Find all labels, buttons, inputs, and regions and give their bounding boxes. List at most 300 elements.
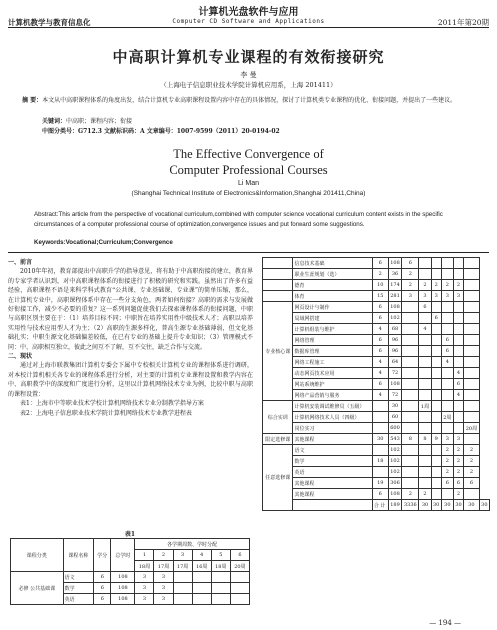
page-number: — 194 — (429, 619, 461, 627)
table-row (263, 280, 490, 291)
t2-cell (431, 368, 441, 379)
t2-cell: 4 (372, 324, 388, 335)
t2-cell (431, 258, 441, 269)
table-row (263, 258, 490, 269)
t2-cell (419, 412, 431, 423)
table-row (263, 269, 490, 280)
t2-cell: 3 (453, 291, 463, 302)
table-row (11, 572, 250, 583)
t1-weeks: 16周 (192, 561, 211, 572)
table1 (10, 538, 250, 605)
t2-group: 限定选修课 (263, 434, 293, 445)
t2-cell (464, 368, 480, 379)
t1-header-hours: 总学时 (111, 539, 135, 572)
t1-sem: 5 (211, 550, 230, 561)
t2-cell: 3 (441, 434, 453, 445)
header-journal-en: Computer CD Software and Applications (172, 18, 325, 25)
t2-cell: 6 (431, 313, 441, 324)
t2-cell (464, 412, 480, 423)
t2-cell: 20周 (464, 423, 480, 434)
t1-header-semesters: 各学期周数、学时分配 (135, 539, 250, 550)
t2-cell (431, 401, 441, 412)
t2-cell: 68 (388, 324, 402, 335)
t1-cell (230, 583, 249, 594)
t2-cell (453, 335, 463, 346)
body-column (8, 258, 253, 418)
t2-cell (441, 401, 453, 412)
t2-group-cell (263, 291, 293, 302)
t2-cell (431, 456, 441, 467)
t2-cell: 合 计 (372, 500, 388, 511)
classification: 中图分类号：G712.3 文献标识码：A 文章编号：1007-9599（2011）20-0194-02 (42, 128, 280, 135)
t2-cell: 8 (419, 434, 431, 445)
t2-cell: 6 (441, 335, 453, 346)
t2-cell: 6 (402, 258, 419, 269)
t2-cell (402, 335, 419, 346)
t1-cell: 3 (135, 572, 154, 583)
t2-cell (431, 302, 441, 313)
t2-cell: 6 (372, 346, 388, 357)
abstract-label: 摘 要： (22, 97, 43, 104)
t2-cell: 15 (372, 291, 388, 302)
table-row (263, 500, 490, 511)
t2-cell (402, 390, 419, 401)
t2-cell (419, 357, 431, 368)
t2-cell (419, 478, 431, 489)
t2-group: 任意选修课 (263, 445, 293, 511)
t2-cell: 2 (431, 280, 441, 291)
t2-cell (372, 467, 388, 478)
t2-cell: 4 (453, 368, 463, 379)
t2-cell: 3 (402, 291, 419, 302)
paragraph-table1-caption: 表1：上海市中等职业技术学校计算机网络技术专业分制教学指导方案 (20, 400, 204, 408)
t2-cell: 108 (388, 379, 402, 390)
t1-header-credit: 学分 (94, 539, 111, 572)
t2-cell: 2 (402, 269, 419, 280)
table-row (263, 346, 490, 357)
table-row (263, 302, 490, 313)
t2-cell (441, 313, 453, 324)
t2-cell (402, 478, 419, 489)
t2-cell (453, 313, 463, 324)
t2-group-cell (263, 258, 293, 269)
t2-cell (464, 489, 480, 500)
t2-cell (402, 357, 419, 368)
t2-cell: 英语 (293, 467, 372, 478)
t2-cell: 数学 (293, 456, 372, 467)
keywords-cn-text: 中高职；课程内容；衔接 (66, 118, 133, 125)
t2-cell (431, 423, 441, 434)
section-rule (8, 252, 489, 253)
t2-cell: 2 (419, 489, 431, 500)
t2-cell: 72 (388, 368, 402, 379)
t2-cell (453, 324, 463, 335)
t2-cell: 4 (441, 357, 453, 368)
t2-cell (431, 478, 441, 489)
t2-cell: 30 (479, 500, 489, 511)
t2-cell (402, 368, 419, 379)
t2-cell: 2周 (441, 412, 453, 423)
t2-cell: 其他课程 (293, 478, 372, 489)
t2-cell (441, 390, 453, 401)
t2-cell (441, 302, 453, 313)
t1-cell: 108 (111, 594, 135, 605)
t2-cell (464, 258, 480, 269)
t2-cell: 网络产品营销与服务 (293, 390, 372, 401)
table-row (263, 390, 490, 401)
t2-cell: 6 (372, 489, 388, 500)
keywords-cn (42, 116, 132, 125)
t2-cell: 6 (441, 346, 453, 357)
t2-cell: 108 (388, 258, 402, 269)
t2-cell: 网络工程施工 (293, 357, 372, 368)
t2-cell (453, 346, 463, 357)
t2-cell: 6 (464, 478, 480, 489)
t2-cell (431, 489, 441, 500)
t2-cell (372, 445, 388, 456)
t2-cell (431, 357, 441, 368)
t1-weeks: 17周 (173, 561, 192, 572)
table-row (263, 445, 490, 456)
t2-cell: 6 (372, 379, 388, 390)
affiliation-en: (Shanghai Technical Institute of Electronics&Information,Shanghai 201411,China) (131, 190, 366, 197)
t2-cell: 2 (464, 456, 480, 467)
t2-cell (419, 423, 431, 434)
t2-cell (419, 467, 431, 478)
t2-cell: 4 (453, 390, 463, 401)
t2-cell: 2 (464, 445, 480, 456)
table-row (263, 357, 490, 368)
t1-cell: 3 (154, 594, 173, 605)
t1-cell: 108 (111, 572, 135, 583)
paragraph-status: 通过对上海市联教集团计算机专委会下属中专校相关计算机专业的课程体系进行调研，对本校计算机相关各专业的课程体系进行分析，对主要的计算机专业课程设置和教学内容在中、高职教学中的深度和广度进行分析，这里以计算机网络技术专业为例，比较中职与高职的课程设置： (8, 362, 253, 398)
t1-cell: 3 (135, 594, 154, 605)
t2-cell: 3336 (402, 500, 419, 511)
t1-cell: 语文 (63, 572, 94, 583)
t2-cell: 102 (388, 313, 402, 324)
t2-cell (419, 379, 431, 390)
t2-cell: 计算机组装与维护 (293, 324, 372, 335)
t2-cell: 2 (453, 456, 463, 467)
t2-cell (402, 379, 419, 390)
t2-cell: 174 (388, 280, 402, 291)
t1-header-category: 课程分类 (11, 539, 64, 572)
t1-weeks: 17周 (154, 561, 173, 572)
t2-cell: 2 (453, 280, 463, 291)
t2-cell: 计算机网络技术人员（四级） (293, 412, 372, 423)
t1-cell: 数学 (63, 583, 94, 594)
t2-cell (441, 324, 453, 335)
t1-cell: 3 (135, 583, 154, 594)
t1-cell (230, 594, 249, 605)
table-row (263, 434, 490, 445)
table-row (263, 423, 490, 434)
t2-cell (431, 390, 441, 401)
t2-cell (464, 302, 480, 313)
t2-cell: 数据库管理 (293, 346, 372, 357)
t2-cell: 6 (372, 258, 388, 269)
t2-cell (419, 335, 431, 346)
t2-cell: 3 (419, 291, 431, 302)
t2-cell: 60 (388, 412, 402, 423)
t2-cell (431, 467, 441, 478)
t1-cell (173, 583, 192, 594)
t1-sem: 6 (230, 550, 249, 561)
t2-cell (453, 302, 463, 313)
t2-cell (464, 269, 480, 280)
t1-cell (192, 572, 211, 583)
t2-cell (431, 346, 441, 357)
t2-cell: 2 (453, 467, 463, 478)
t2-cell: 6 (372, 335, 388, 346)
section-heading-intro: 一、前言 (8, 259, 33, 266)
abstract-cn (22, 96, 477, 106)
t2-cell (453, 423, 463, 434)
t2-cell: 8 (402, 434, 419, 445)
t2-cell (464, 346, 480, 357)
t2-cell: 网页设计与制作 (293, 302, 372, 313)
t2-cell (431, 412, 441, 423)
t2-cell (464, 434, 480, 445)
table-row (263, 467, 490, 478)
section-heading-status: 二、现状 (8, 353, 33, 361)
t1-cell: 3 (154, 583, 173, 594)
t2-cell (453, 269, 463, 280)
t2-cell (464, 357, 480, 368)
table-row (263, 456, 490, 467)
t2-cell (419, 368, 431, 379)
t2-cell: 3 (431, 291, 441, 302)
t2-cell: 计算机安装调试维修员（五级） (293, 401, 372, 412)
header-rule (8, 27, 489, 28)
t2-cell: 10 (372, 280, 388, 291)
t2-cell: 306 (388, 478, 402, 489)
t2-cell: 30 (431, 500, 441, 511)
t2-cell: 2 (441, 467, 453, 478)
t2-cell: 189 (388, 500, 402, 511)
t2-cell: 102 (388, 445, 402, 456)
t2-cell (402, 467, 419, 478)
t2-cell (441, 269, 453, 280)
t2-cell: 体育 (293, 291, 372, 302)
affiliation-cn: （上海电子信息职业技术学院计算机应用系，上海 201411） (160, 81, 337, 89)
table1-title: 表1 (124, 531, 136, 538)
table-row (263, 335, 490, 346)
t1-group: 必修 公共基础课 (11, 572, 64, 605)
t2-group-cell (263, 280, 293, 291)
t1-cell (173, 594, 192, 605)
t2-cell: 其他课程 (293, 434, 372, 445)
table-row (263, 379, 490, 390)
t1-cell: 108 (111, 583, 135, 594)
t1-sem: 3 (173, 550, 192, 561)
t2-cell: 信息技术基础 (293, 258, 372, 269)
t1-weeks: 18周 (211, 561, 230, 572)
table-row (263, 412, 490, 423)
t2-cell (419, 456, 431, 467)
t1-cell (173, 572, 192, 583)
t2-cell (402, 423, 419, 434)
header-issue: 2011年第20期 (437, 18, 489, 27)
title-en-line2: Computer Professional Courses (169, 163, 328, 177)
t2-cell (464, 390, 480, 401)
paragraph-table2-caption: 表2：上海电子信息职业技术学院计算机网络技术专业教学进程表 (20, 409, 192, 417)
t2-cell: 4 (372, 357, 388, 368)
t2-cell: 600 (388, 423, 402, 434)
t2-cell: 职业生涯规划（选） (293, 269, 372, 280)
t2-cell (464, 324, 480, 335)
table-row (263, 324, 490, 335)
header-section: 计算机教学与教育信息化 (8, 18, 91, 27)
title-en (0, 146, 497, 178)
t2-cell: 2 (441, 445, 453, 456)
t2-cell: 1周 (419, 401, 431, 412)
t1-cell: 6 (94, 583, 111, 594)
t2-cell: 6 (372, 313, 388, 324)
t2-group-cell (293, 500, 372, 511)
paragraph-intro: 2010年年初，教育部提出中高职升学的指导意见，将有助于中高职衔接的建立，教育界的专家学者认识到，对中高职课程体系的衔接进行了积极的研究和实践。虽然出了许多有益经验，高职课程不语是来科学科式教育“公共课、专业基础课、专业课”的简单压缩，那么，在计算机专业中，高职课程体系中存在一些分支角色，两者如何衔接？高职的需求与发展做好衔接工作，减少不必要的重复？这一系列问题促使我们去探索课程体系的衔接问题，中职与高职区别主要在于：（1）培养目标不同；中职旨在培养实用性中级技术人才；高职以培养实用性与技术应用型人才为主；（2）高职的生源多样化，普高生源专业基础薄弱，但文化基础扎实；中职生源文化基础偏差较低，在已有专业的基础上提升专业知识；（3）管理模式不同：中、高职相互独立，彼此之间互不了解，互不交往，缺乏合作与交流。 (8, 268, 253, 351)
t2-cell (431, 324, 441, 335)
t1-cell (211, 572, 230, 583)
t2-cell: 4 (372, 390, 388, 401)
t2-cell (372, 412, 388, 423)
t1-cell (211, 583, 230, 594)
t2-cell: 30 (464, 500, 480, 511)
t2-cell (464, 313, 480, 324)
t2-group: 综合实训 (263, 401, 293, 434)
t2-cell (464, 379, 480, 390)
t2-cell (464, 335, 480, 346)
t2-cell (372, 401, 388, 412)
t2-cell: 2 (441, 456, 453, 467)
t2-cell: 72 (388, 390, 402, 401)
t2-group: 专业核心课 (263, 302, 293, 401)
t1-cell: 3 (154, 572, 173, 583)
t2-cell (402, 346, 419, 357)
t2-cell: 102 (388, 456, 402, 467)
t2-cell (419, 269, 431, 280)
t2-cell: 108 (388, 489, 402, 500)
t2-cell: 96 (388, 346, 402, 357)
table-row (263, 291, 490, 302)
t2-cell: 4 (419, 324, 431, 335)
t2-cell: 6 (441, 478, 453, 489)
t1-cell: 6 (94, 572, 111, 583)
t2-cell: 6 (372, 302, 388, 313)
t1-cell: 6 (94, 594, 111, 605)
t2-cell (464, 291, 480, 302)
t2-group-cell (263, 269, 293, 280)
t2-cell: 2 (441, 280, 453, 291)
t1-cell (192, 583, 211, 594)
t2-cell: 语文 (293, 445, 372, 456)
t2-cell (464, 401, 480, 412)
t2-cell: 3 (441, 291, 453, 302)
t2-cell: 64 (388, 357, 402, 368)
t2-cell (402, 445, 419, 456)
t1-cell: 英语 (63, 594, 94, 605)
table-row (263, 478, 490, 489)
t2-cell: 2 (453, 445, 463, 456)
t2-cell (441, 423, 453, 434)
t2-cell (372, 423, 388, 434)
t2-cell: 6 (419, 302, 431, 313)
t2-cell: 9 (431, 434, 441, 445)
t2-cell: 6 (453, 379, 463, 390)
t2-cell: 动态网页技术应用 (293, 368, 372, 379)
t2-cell: 2 (372, 269, 388, 280)
t2-cell: 30 (419, 500, 431, 511)
t1-sem: 4 (192, 550, 211, 561)
keywords-label: 关键词： (42, 118, 67, 125)
t1-cell (192, 594, 211, 605)
t2-cell: 局域网搭建 (293, 313, 372, 324)
t2-cell: 30 (372, 434, 388, 445)
t2-cell (464, 280, 480, 291)
t2-cell (431, 445, 441, 456)
t2-cell: 30 (388, 401, 402, 412)
t2-cell: 2 (402, 280, 419, 291)
table-row (263, 401, 490, 412)
t2-cell: 543 (388, 434, 402, 445)
abstract-cn-text: 本文从中高职课程体系的角度出发，结合计算机专业高职课程设置内容中存在的具体情况，探讨了计算机类专业课程的优化、衔接问题，并提出了一些建议。 (42, 97, 457, 104)
t1-sem: 2 (154, 550, 173, 561)
t2-cell (441, 368, 453, 379)
t2-cell: 2 (419, 280, 431, 291)
abstract-en: Abstract:This article from the perspective of vocational curriculum,combined with computer science vocational curriculum content exists in the specific circumstances of a computer professional course of optimization,convergence issues and put forward some suggestions. (34, 211, 443, 228)
t2-cell: 30 (453, 500, 463, 511)
t2-cell (419, 445, 431, 456)
t2-cell (441, 258, 453, 269)
t2-cell: 281 (388, 291, 402, 302)
t2-cell (453, 258, 463, 269)
t2-cell (453, 357, 463, 368)
t2-cell (431, 379, 441, 390)
table-row (263, 489, 490, 500)
t2-cell (419, 390, 431, 401)
t2-cell: 网站系统维护 (293, 379, 372, 390)
t2-cell: 4 (372, 368, 388, 379)
title-cn: 中高职计算机专业课程的有效衔接研究 (112, 48, 385, 66)
t1-sem: 1 (135, 550, 154, 561)
t2-cell (402, 456, 419, 467)
t2-cell (441, 379, 453, 390)
t2-cell: 岗位实习 (293, 423, 372, 434)
keywords-en: Keywords:Vocational;Curriculum;Convergence (34, 239, 173, 246)
t2-cell: 18 (372, 456, 388, 467)
t2-cell (431, 269, 441, 280)
t2-cell (419, 313, 431, 324)
t2-cell: 德育 (293, 280, 372, 291)
t2-cell (402, 412, 419, 423)
table2 (262, 257, 490, 511)
t2-cell: 2 (402, 489, 419, 500)
t2-cell (453, 401, 463, 412)
t2-cell (402, 302, 419, 313)
t2-cell (402, 313, 419, 324)
t2-cell: 108 (388, 302, 402, 313)
author-en: Li Man (237, 180, 259, 187)
t2-cell: 19 (372, 478, 388, 489)
table-row (263, 368, 490, 379)
t2-cell: 2 (464, 467, 480, 478)
t2-cell: 2 (453, 489, 463, 500)
t2-cell (402, 401, 419, 412)
t1-cell (211, 594, 230, 605)
t2-cell: 其他课程 (293, 489, 372, 500)
t2-cell (419, 258, 431, 269)
t2-cell: 6 (453, 478, 463, 489)
